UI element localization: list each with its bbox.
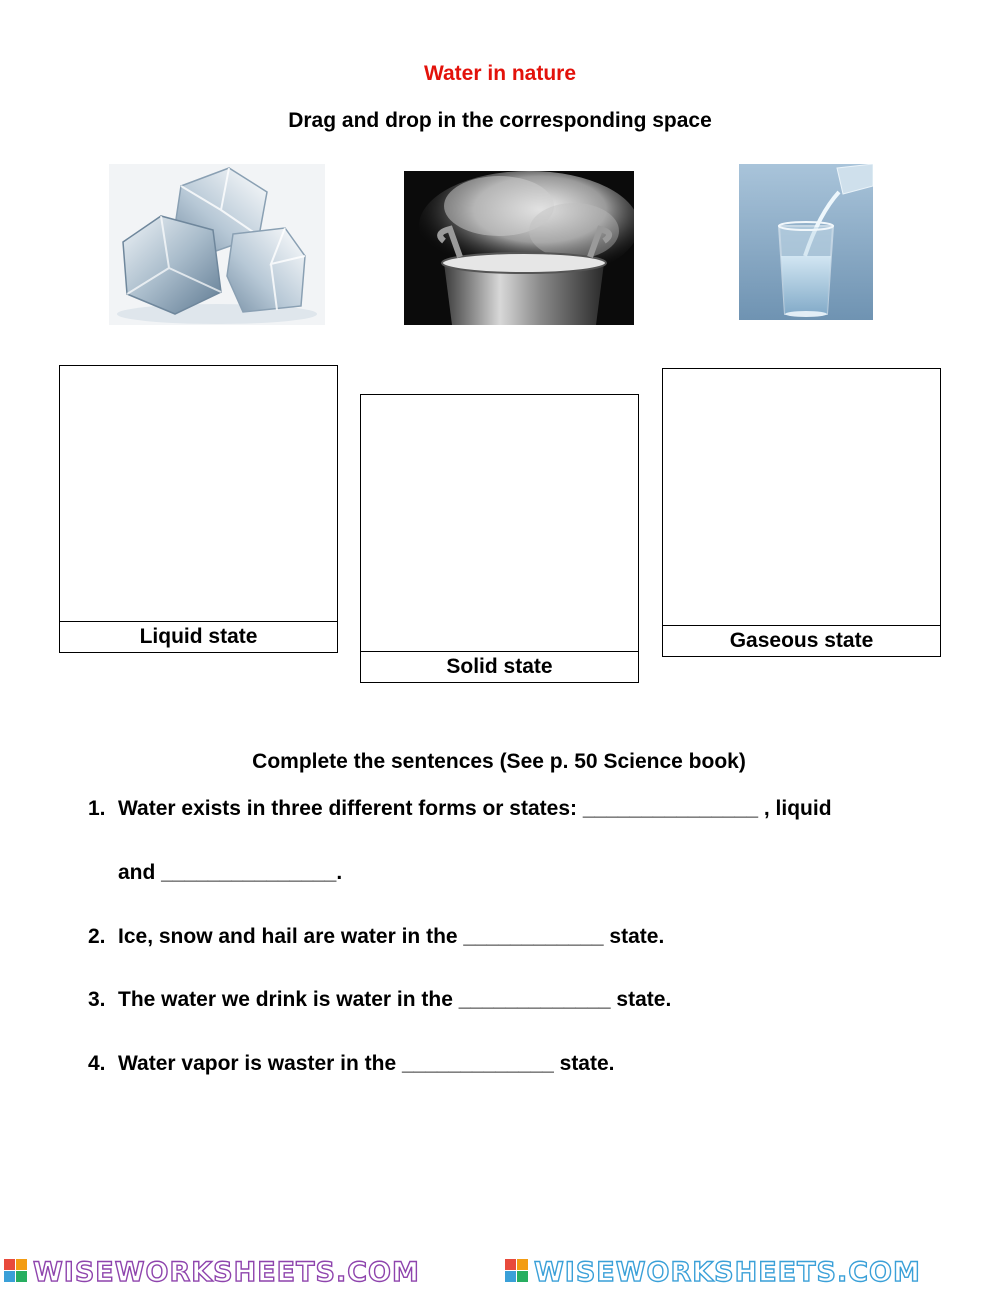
gaseous-state-label: Gaseous state: [663, 625, 940, 656]
sentence-text: Ice, snow and hail are water in the ____________ state.: [118, 925, 665, 948]
boiling-pot-illustration: [404, 171, 634, 325]
sentence-3[interactable]: [88, 988, 671, 1012]
sentence-number: 4.: [88, 1052, 106, 1075]
footer-brand-text: WISEWORKSHEETS.COM: [33, 1257, 420, 1286]
footer-brand-text: WISEWORKSHEETS.COM: [534, 1257, 921, 1286]
sentence-text: Water vapor is waster in the _____________ state.: [118, 1052, 615, 1075]
footer-logo-strip: [0, 1256, 1000, 1286]
liquid-state-dropzone[interactable]: [59, 365, 338, 653]
sentence-number: 2.: [88, 925, 106, 948]
boiling-pot-image[interactable]: [404, 171, 634, 325]
wise-logo-icon: [505, 1259, 528, 1282]
sentence-1-continuation[interactable]: and _______________.: [118, 861, 343, 884]
sentence-number: 1.: [88, 797, 106, 820]
worksheet-title: Water in nature: [423, 62, 577, 85]
gaseous-state-dropzone[interactable]: [662, 368, 941, 657]
wiseworksheets-footer: [0, 1256, 1000, 1286]
sentence-4[interactable]: [88, 1052, 615, 1076]
ice-cubes-image[interactable]: [109, 164, 325, 325]
water-glass-illustration: [739, 164, 873, 320]
sentences-heading: Complete the sentences (See p. 50 Science book): [252, 750, 746, 773]
solid-state-label: Solid state: [361, 651, 638, 682]
sentence-number: 3.: [88, 988, 106, 1011]
water-glass-image[interactable]: [739, 164, 873, 320]
ice-cubes-illustration: [109, 164, 325, 325]
worksheet-instructions: Drag and drop in the corresponding space: [288, 109, 712, 132]
sentence-1[interactable]: [88, 797, 832, 821]
liquid-state-label: Liquid state: [60, 621, 337, 652]
sentence-text: Water exists in three different forms or states: _______________ , liquid: [118, 797, 832, 820]
wise-logo-icon: [4, 1259, 27, 1282]
sentence-text: The water we drink is water in the _____________ state.: [118, 988, 672, 1011]
sentence-2[interactable]: [88, 925, 664, 949]
solid-state-dropzone[interactable]: [360, 394, 639, 683]
